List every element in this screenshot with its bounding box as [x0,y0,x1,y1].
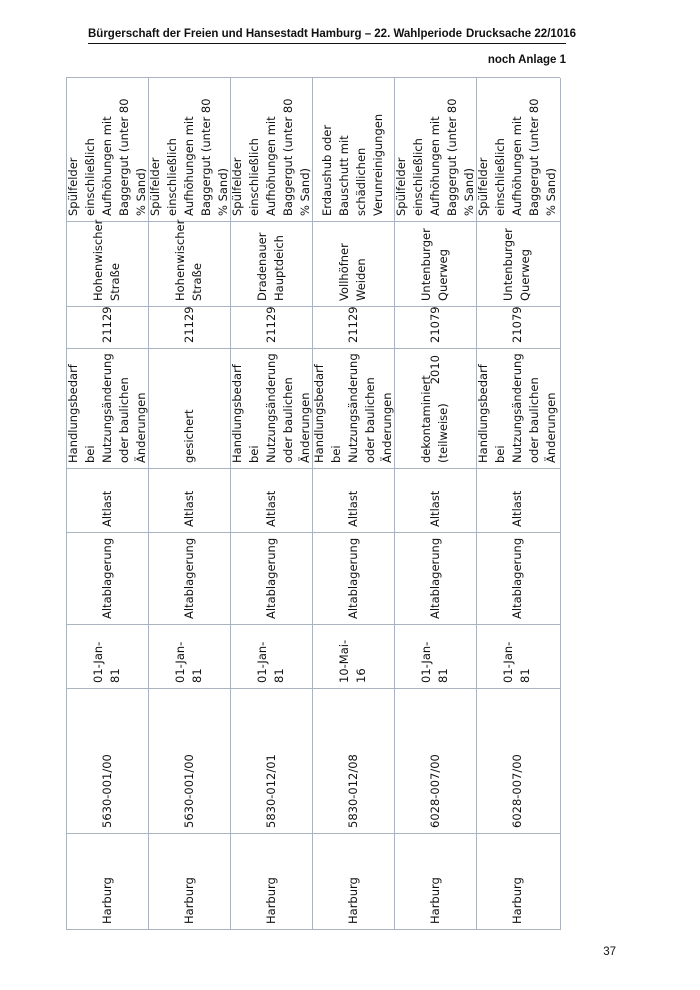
postal-code-cell: 21129 [181,306,196,343]
type-cell: Altablagerung [263,537,278,619]
district-cell: Harburg [509,877,524,924]
class-cell: Altlast [181,490,196,527]
type-cell: Altablagerung [99,537,114,619]
street-cell: Hohenwischer Straße [173,219,204,301]
date-cell: 01-Jan-81 [173,641,204,683]
date-cell: 10-Mai-16 [337,639,368,683]
material-cell: Spülfelder einschließlich Aufhöhungen mit Baggergut (unter 80 % Sand) [147,98,230,216]
class-cell: Altlast [509,490,524,527]
year-cell: 2010 [427,355,442,385]
table-row [312,78,394,930]
header-rule [88,43,566,44]
site-id-cell: 5630-001/00 [99,754,114,828]
postal-code-cell: 21129 [345,306,360,343]
type-cell: Altablagerung [509,537,524,619]
document-number: Drucksache 22/1016 [466,28,576,40]
year-cell [66,349,148,385]
class-cell: Altlast [99,490,114,527]
document-header-title: Bürgerschaft der Freien und Hansestadt Hamburg – 22. Wahlperiode [88,28,463,40]
status-cell: Handlungsbedarf bei Nutzungsänderung oder baulichen Änderungen [65,353,148,463]
class-cell: Altlast [263,490,278,527]
district-cell: Harburg [263,877,278,924]
table-row [66,78,148,930]
date-cell: 01-Jan-81 [501,641,532,683]
year-cell [148,349,230,385]
street-cell: Untenburger Querweg [419,228,450,301]
date-cell: 01-Jan-81 [255,641,286,683]
page-number: 37 [603,946,616,958]
table-row [230,78,312,930]
material-cell: Spülfelder einschließlich Aufhöhungen mit Baggergut (unter 80 % Sand) [229,98,312,216]
district-cell: Harburg [99,877,114,924]
material-cell: Spülfelder einschließlich Aufhöhungen mit Baggergut (unter 80 % Sand) [65,98,148,216]
district-cell: Harburg [345,877,360,924]
date-cell: 01-Jan-81 [419,641,450,683]
postal-code-cell: 21129 [99,306,114,343]
district-cell: Harburg [427,877,442,924]
year-cell [312,349,394,385]
status-cell: Handlungsbedarf bei Nutzungsänderung oder baulichen Änderungen [311,353,394,463]
postal-code-cell: 21129 [263,306,278,343]
table-row [394,78,476,930]
date-cell: 01-Jan-81 [91,641,122,683]
class-cell: Altlast [345,490,360,527]
class-cell: Altlast [427,490,442,527]
site-id-cell: 5830-012/08 [345,754,360,828]
site-id-cell: 5830-012/01 [263,754,278,828]
status-cell: gesichert [181,409,196,463]
site-id-cell: 5630-001/00 [181,754,196,828]
street-cell: Dradenauer Hauptdeich [255,232,286,301]
contaminated-sites-table [66,78,560,930]
table-border-bottom [560,78,561,930]
table-row [148,78,230,930]
table-row [476,78,558,930]
attachment-label: noch Anlage 1 [487,54,566,66]
type-cell: Altablagerung [427,537,442,619]
site-id-cell: 6028-007/00 [427,754,442,828]
district-cell: Harburg [181,877,196,924]
type-cell: Altablagerung [345,537,360,619]
street-cell: Untenburger Querweg [501,228,532,301]
type-cell: Altablagerung [181,537,196,619]
material-cell: Spülfelder einschließlich Aufhöhungen mit Baggergut (unter 80 % Sand) [393,98,476,216]
material-cell: Spülfelder einschließlich Aufhöhungen mit Baggergut (unter 80 % Sand) [475,98,558,216]
street-cell: Hohenwischer Straße [91,219,122,301]
site-id-cell: 6028-007/00 [509,754,524,828]
street-cell: Vollhöfner Weiden [337,243,368,301]
status-cell: dekontaminiert (teilweise) [419,375,450,463]
year-cell [476,349,558,385]
postal-code-cell: 21079 [427,306,442,343]
postal-code-cell: 21079 [509,306,524,343]
material-cell: Erdaushub oder Bauschutt mit schädlichen Verunreinigungen [320,113,385,216]
status-cell: Handlungsbedarf bei Nutzungsänderung oder baulichen Änderungen [475,353,558,463]
year-cell [230,349,312,385]
status-cell: Handlungsbedarf bei Nutzungsänderung oder baulichen Änderungen [229,353,312,463]
